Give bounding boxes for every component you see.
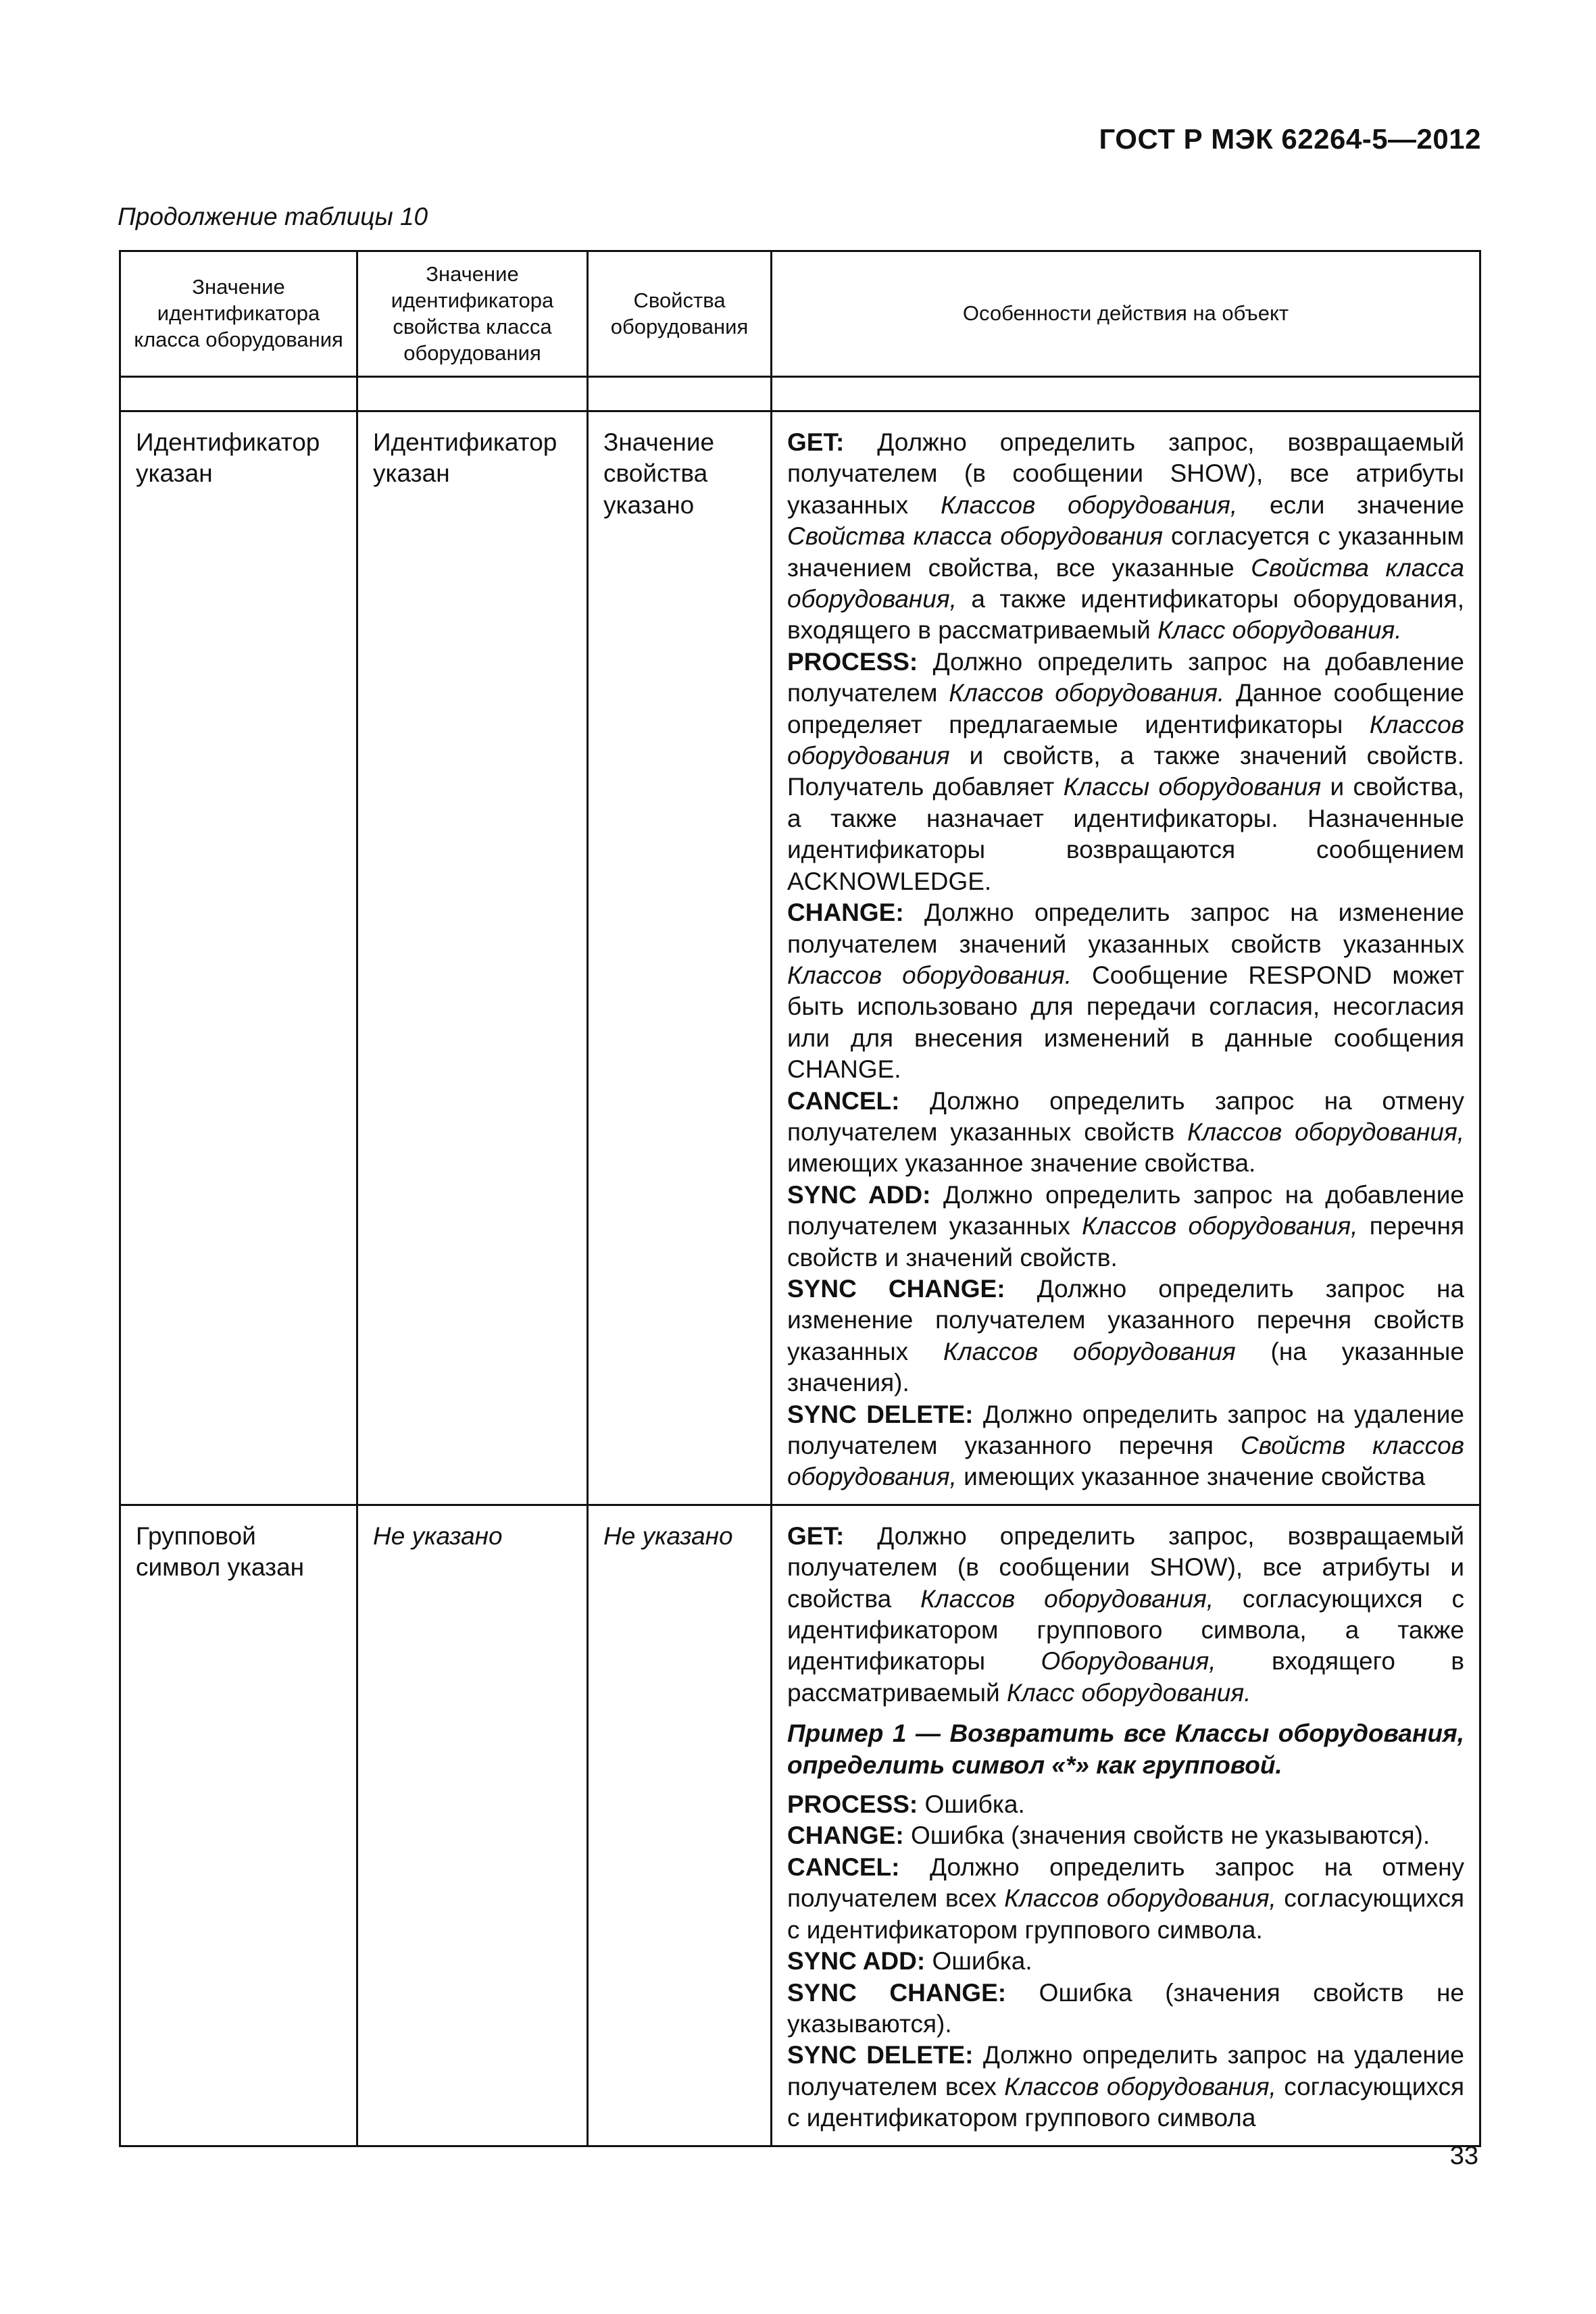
term-italic: Класс оборудования. (1157, 616, 1402, 645)
action-paragraph (787, 427, 1464, 647)
action-paragraph (787, 1789, 1464, 1820)
term-italic: Класс оборудования. (1006, 1678, 1251, 1707)
term-italic: Классов оборудования (943, 1337, 1236, 1365)
term-italic: Классов оборудования (787, 710, 1464, 770)
action-text: Ошибка (значения свойств не указываются). (903, 1821, 1430, 1850)
action-keyword: GET: (787, 428, 845, 456)
action-text: Ошибка. (918, 1790, 1025, 1819)
standard-designation: ГОСТ Р МЭК 62264-5—2012 (1099, 123, 1481, 155)
action-paragraph (787, 1820, 1464, 1851)
cell-action-features (772, 1505, 1480, 2146)
action-keyword: SYNC CHANGE: (787, 1274, 1005, 1303)
action-text: (на указанные значения). (787, 1337, 1464, 1397)
action-text: Должно определить запрос на отмену получателем всех (787, 1853, 1464, 1913)
action-keyword: PROCESS: (787, 1790, 918, 1819)
action-keyword: CANCEL: (787, 1853, 900, 1881)
cell-property-id: Не указано (357, 1505, 588, 2146)
action-text: и свойств, а также значений свойств. Получатель добавляет (787, 742, 1464, 801)
term-italic: Классов оборудования, (1004, 2072, 1276, 2101)
column-header-class-id: Значение идентификатора класса оборудования (120, 251, 357, 377)
action-paragraph (787, 1274, 1464, 1399)
action-text: согласующихся с идентификатором группового символа (787, 2072, 1465, 2132)
action-text: Должно определить запрос, возвращаемый получателем (в сообщении SHOW), все атрибуты и свойства (787, 1521, 1464, 1613)
action-text: Должно определить запрос на удаление получателем указанного перечня (787, 1400, 1464, 1459)
action-text: Сообщение RESPOND может быть использовано для передачи согласия, несогласия или для внесения изменений в данные сообщения CHANGE. (787, 961, 1465, 1084)
action-keyword: SYNC DELETE: (787, 1400, 974, 1428)
action-text: согласуется с указанным значением свойства, все указанные (787, 522, 1464, 582)
column-header-property-id: Значение идентификатора свойства класса оборудования (357, 251, 588, 377)
example-note: Пример 1 — Возвратить все Классы оборудования, определить символ «*» как групповой. (787, 1719, 1464, 1779)
cell-class-id: Идентификатор указан (120, 411, 357, 1505)
term-italic: Свойства класса оборудования (787, 522, 1163, 551)
table-row (120, 1505, 1480, 2146)
action-paragraph (787, 1086, 1464, 1180)
term-italic: Классов оборудования, (1082, 1212, 1358, 1240)
action-keyword: GET: (787, 1521, 845, 1550)
page-number: 33 (1449, 2142, 1478, 2170)
action-text: Данное сообщение определяет предлагаемые идентификаторы (787, 679, 1465, 738)
action-text: Должно определить запрос на изменение получателем значений указанных свойств указанных (787, 899, 1464, 958)
action-paragraph (787, 897, 1464, 1085)
term-italic: Классов оборудования, (941, 491, 1238, 519)
action-keyword: SYNC DELETE: (787, 2041, 974, 2069)
action-keyword: PROCESS: (787, 647, 918, 676)
equipment-class-table (119, 250, 1481, 2147)
column-header-properties: Свойства оборудования (588, 251, 772, 377)
action-keyword: SYNC CHANGE: (787, 1978, 1007, 2007)
action-text: Ошибка. (925, 1947, 1032, 1976)
action-paragraph (787, 1852, 1464, 1946)
action-text: Должно определить запрос, возвращаемый получателем (в сообщении SHOW), все атрибуты указанных (787, 428, 1464, 519)
term-italic: Классов оборудования, (1004, 1884, 1276, 1913)
action-paragraph (787, 2040, 1464, 2134)
action-paragraph (787, 647, 1464, 897)
action-keyword: SYNC ADD: (787, 1947, 926, 1976)
header-spacer (120, 377, 1480, 411)
action-text: Должно определить запрос на изменение получателем указанного перечня свойств указанных (787, 1274, 1464, 1365)
term-italic: Классов оборудования, (920, 1584, 1214, 1613)
cell-property-id: Идентификатор указан (357, 411, 588, 1505)
action-text: согласующихся с идентификатором группового символа, а также идентификаторы (787, 1584, 1464, 1676)
term-italic: Свойства класса оборудования, (787, 553, 1465, 613)
action-keyword: CHANGE: (787, 899, 904, 927)
action-text: согласующихся с идентификатором группового символа. (787, 1884, 1465, 1944)
action-text: Ошибка (значения свойств не указываются). (787, 1978, 1464, 2038)
action-text: имеющих указанное значение свойства (956, 1463, 1426, 1491)
action-paragraph (787, 1180, 1464, 1274)
term-italic: Свойств классов оборудования, (787, 1432, 1464, 1491)
action-paragraph (787, 1521, 1464, 1709)
action-text: Должно определить запрос на добавление получателем указанных (787, 1180, 1464, 1240)
cell-class-id: Групповой символ указан (120, 1505, 357, 2146)
action-text: перечня свойств и значений свойств. (787, 1212, 1465, 1272)
action-text: Должно определить запрос на добавление получателем (787, 647, 1464, 707)
table-caption: Продолжение таблицы 10 (118, 203, 428, 230)
cell-properties: Не указано (588, 1505, 772, 2146)
action-text: и свойства, а также назначает идентификаторы. Назначенные идентификаторы возвращаются сообщением ACKNOWLEDGE. (787, 773, 1464, 895)
action-text: входящего в рассматриваемый (787, 1647, 1464, 1707)
term-italic: Классы оборудования (1063, 773, 1322, 801)
action-text: если значение (1237, 491, 1464, 519)
term-italic: Классов оборудования. (949, 679, 1225, 707)
term-italic: Классов оборудования, (1187, 1117, 1465, 1146)
action-keyword: CHANGE: (787, 1821, 904, 1850)
action-paragraph (787, 1978, 1464, 2040)
cell-properties: Значение свойства указано (588, 411, 772, 1505)
action-text: имеющих указанное значение свойства. (787, 1149, 1256, 1178)
action-text: Должно определить запрос на удаление получателем всех (787, 2041, 1464, 2101)
action-text: а также идентификаторы оборудования, входящего в рассматриваемый (787, 585, 1464, 645)
column-header-action-features: Особенности действия на объект (772, 251, 1480, 377)
action-paragraph (787, 1399, 1464, 1493)
action-keyword: CANCEL: (787, 1086, 900, 1115)
action-text: Должно определить запрос на отмену получателем указанных свойств (787, 1086, 1464, 1146)
action-paragraph (787, 1946, 1464, 1977)
term-italic: Классов оборудования. (787, 961, 1072, 989)
action-keyword: SYNC ADD: (787, 1180, 931, 1209)
table-row (120, 411, 1480, 1505)
term-italic: Оборудования, (1041, 1647, 1216, 1676)
cell-action-features (772, 411, 1480, 1505)
table-header-row (120, 251, 1480, 377)
